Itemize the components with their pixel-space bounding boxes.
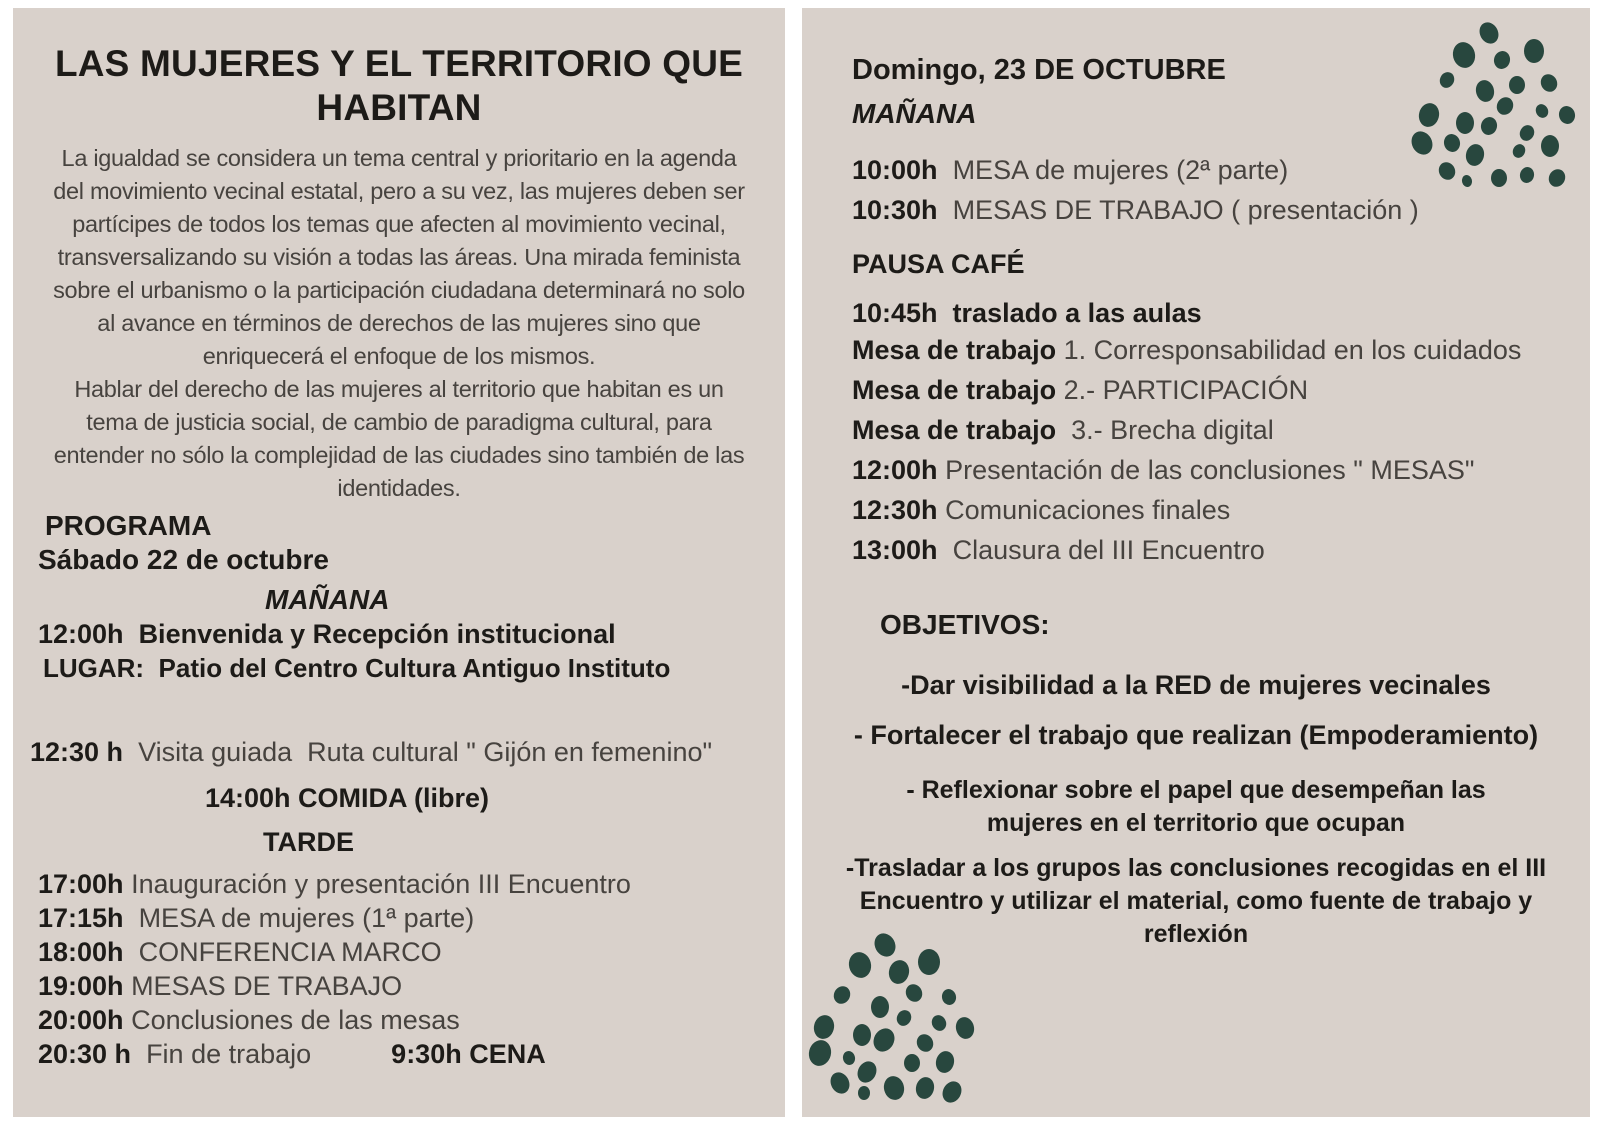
schedule-time: Mesa de trabajo (852, 375, 1057, 405)
schedule-item (802, 530, 1590, 570)
schedule-item (802, 330, 1590, 370)
schedule-activity: Fin de trabajo (131, 1039, 312, 1069)
schedule-activity: Bienvenida y Recepción institucional (138, 619, 616, 649)
sunday-date-heading: Domingo, 23 DE OCTUBRE (852, 54, 1226, 86)
right-page (802, 8, 1590, 1117)
schedule-item (13, 901, 785, 935)
schedule-activity: Comunicaciones finales (937, 495, 1231, 525)
schedule-time: 12:30 h (30, 737, 139, 767)
schedule-activity: Clausura del III Encuentro (937, 535, 1265, 565)
intro-line: entender no sólo la complejidad de las ciudades sino también de las (53, 442, 745, 468)
left-page (13, 8, 785, 1117)
intro-line: partícipes de todos los temas que afecten al movimiento vecinal, (72, 211, 726, 237)
schedule-time: 10:45h traslado a las aulas (852, 298, 1202, 328)
schedule-item (13, 617, 785, 651)
intro-line: La igualdad se considera un tema central y prioritario en la agenda (61, 145, 737, 171)
schedule-time: LUGAR: (43, 653, 159, 683)
schedule-time: 19:00h (38, 971, 124, 1001)
schedule-item (802, 244, 1590, 284)
dots-decoration-bottom-left (802, 930, 1002, 1117)
schedule-item (13, 867, 785, 901)
schedule-item (13, 781, 785, 815)
objective-item: -Dar visibilidad a la RED de mujeres vecinales (901, 670, 1491, 700)
intro-line: identidades. (337, 475, 461, 501)
objectives-heading: OBJETIVOS: (880, 609, 1050, 640)
intro-text (13, 142, 785, 505)
schedule-activity: Inauguración y presentación III Encuentro (123, 869, 631, 899)
schedule-item (802, 150, 1590, 190)
saturday-date-heading: Sábado 22 de octubre (38, 544, 329, 575)
schedule-time: Mesa de trabajo (852, 335, 1057, 365)
sunday-schedule (802, 150, 1590, 570)
schedule-item (802, 450, 1590, 490)
intro-line: del movimiento vecinal estatal, pero a su vez, las mujeres deben ser (53, 178, 745, 204)
schedule-item (802, 490, 1590, 530)
schedule-activity: 1. Corresponsabilidad en los cuidados (1056, 335, 1522, 365)
morning-heading-right: MAÑANA (852, 98, 977, 129)
intro-line: tema de justicia social, de cambio de paradigma cultural, para (86, 409, 712, 435)
schedule-activity: MESA de mujeres (2ª parte) (937, 155, 1289, 185)
schedule-time: 12:00h (38, 619, 139, 649)
schedule-extra: 9:30h CENA (391, 1039, 546, 1069)
schedule-time: 18:00h (38, 937, 124, 967)
schedule-item (13, 735, 785, 769)
schedule-item (13, 825, 785, 859)
schedule-time: 12:30h (852, 495, 938, 525)
saturday-schedule (13, 617, 785, 1071)
schedule-activity: MESAS DE TRABAJO (123, 971, 403, 1001)
schedule-time: 10:00h (852, 155, 938, 185)
objectives-list (802, 668, 1590, 951)
schedule-activity: MESAS DE TRABAJO ( presentación ) (937, 195, 1419, 225)
intro-line: sobre el urbanismo o la participación ciudadana determinará no solo (53, 277, 745, 303)
intro-line: Hablar del derecho de las mujeres al territorio que habitan es un (74, 376, 724, 402)
schedule-item (802, 190, 1590, 230)
schedule-time: 20:00h (38, 1005, 124, 1035)
schedule-item (13, 1003, 785, 1037)
schedule-time: 17:15h (38, 903, 124, 933)
schedule-item (802, 370, 1590, 410)
objective-item: -Trasladar a los grupos las conclusiones recogidas en el III Encuentro y utilizar el material, como fuente de trabajo y reflexión (845, 854, 1547, 948)
schedule-activity: Visita guiada Ruta cultural " Gijón en femenino" (138, 737, 713, 767)
schedule-time: 10:30h (852, 195, 938, 225)
schedule-time: 20:30 h (38, 1039, 132, 1069)
schedule-activity: Patio del Centro Cultura Antiguo Instituto (158, 653, 671, 683)
schedule-activity: Conclusiones de las mesas (123, 1005, 460, 1035)
schedule-item (802, 410, 1590, 450)
intro-line: enriquecerá el enfoque de los mismos. (202, 343, 596, 369)
schedule-time: 13:00h (852, 535, 938, 565)
schedule-item (13, 935, 785, 969)
schedule-time: PAUSA CAFÉ (852, 249, 1025, 279)
schedule-time: 14:00h COMIDA (libre) (205, 783, 490, 813)
schedule-activity: MESA de mujeres (1ª parte) (123, 903, 475, 933)
schedule-item (802, 296, 1590, 330)
schedule-time: 17:00h (38, 869, 124, 899)
schedule-item (13, 1037, 785, 1071)
morning-heading-left: MAÑANA (265, 584, 390, 615)
intro-line: al avance en términos de derechos de las mujeres sino que (97, 310, 701, 336)
schedule-activity: 2.- PARTICIPACIÓN (1056, 375, 1309, 405)
schedule-time: Mesa de trabajo (852, 415, 1057, 445)
schedule-item (13, 969, 785, 1003)
page-title: LAS MUJERES Y EL TERRITORIO QUE HABITAN (54, 43, 744, 128)
schedule-activity: CONFERENCIA MARCO (123, 937, 442, 967)
schedule-activity: Presentación de las conclusiones " MESAS" (937, 455, 1475, 485)
objective-item: - Reflexionar sobre el papel que desempeñan las mujeres en el territorio que ocupan (906, 776, 1486, 837)
intro-line: transversalizando su visión a todas las áreas. Una mirada feminista (57, 244, 741, 270)
schedule-item (13, 651, 785, 685)
schedule-time: 12:00h (852, 455, 938, 485)
schedule-activity: 3.- Brecha digital (1056, 415, 1274, 445)
objective-item: - Fortalecer el trabajo que realizan (Empoderamiento) (853, 720, 1539, 750)
program-heading: PROGRAMA (45, 510, 212, 541)
schedule-time: TARDE (263, 827, 354, 857)
